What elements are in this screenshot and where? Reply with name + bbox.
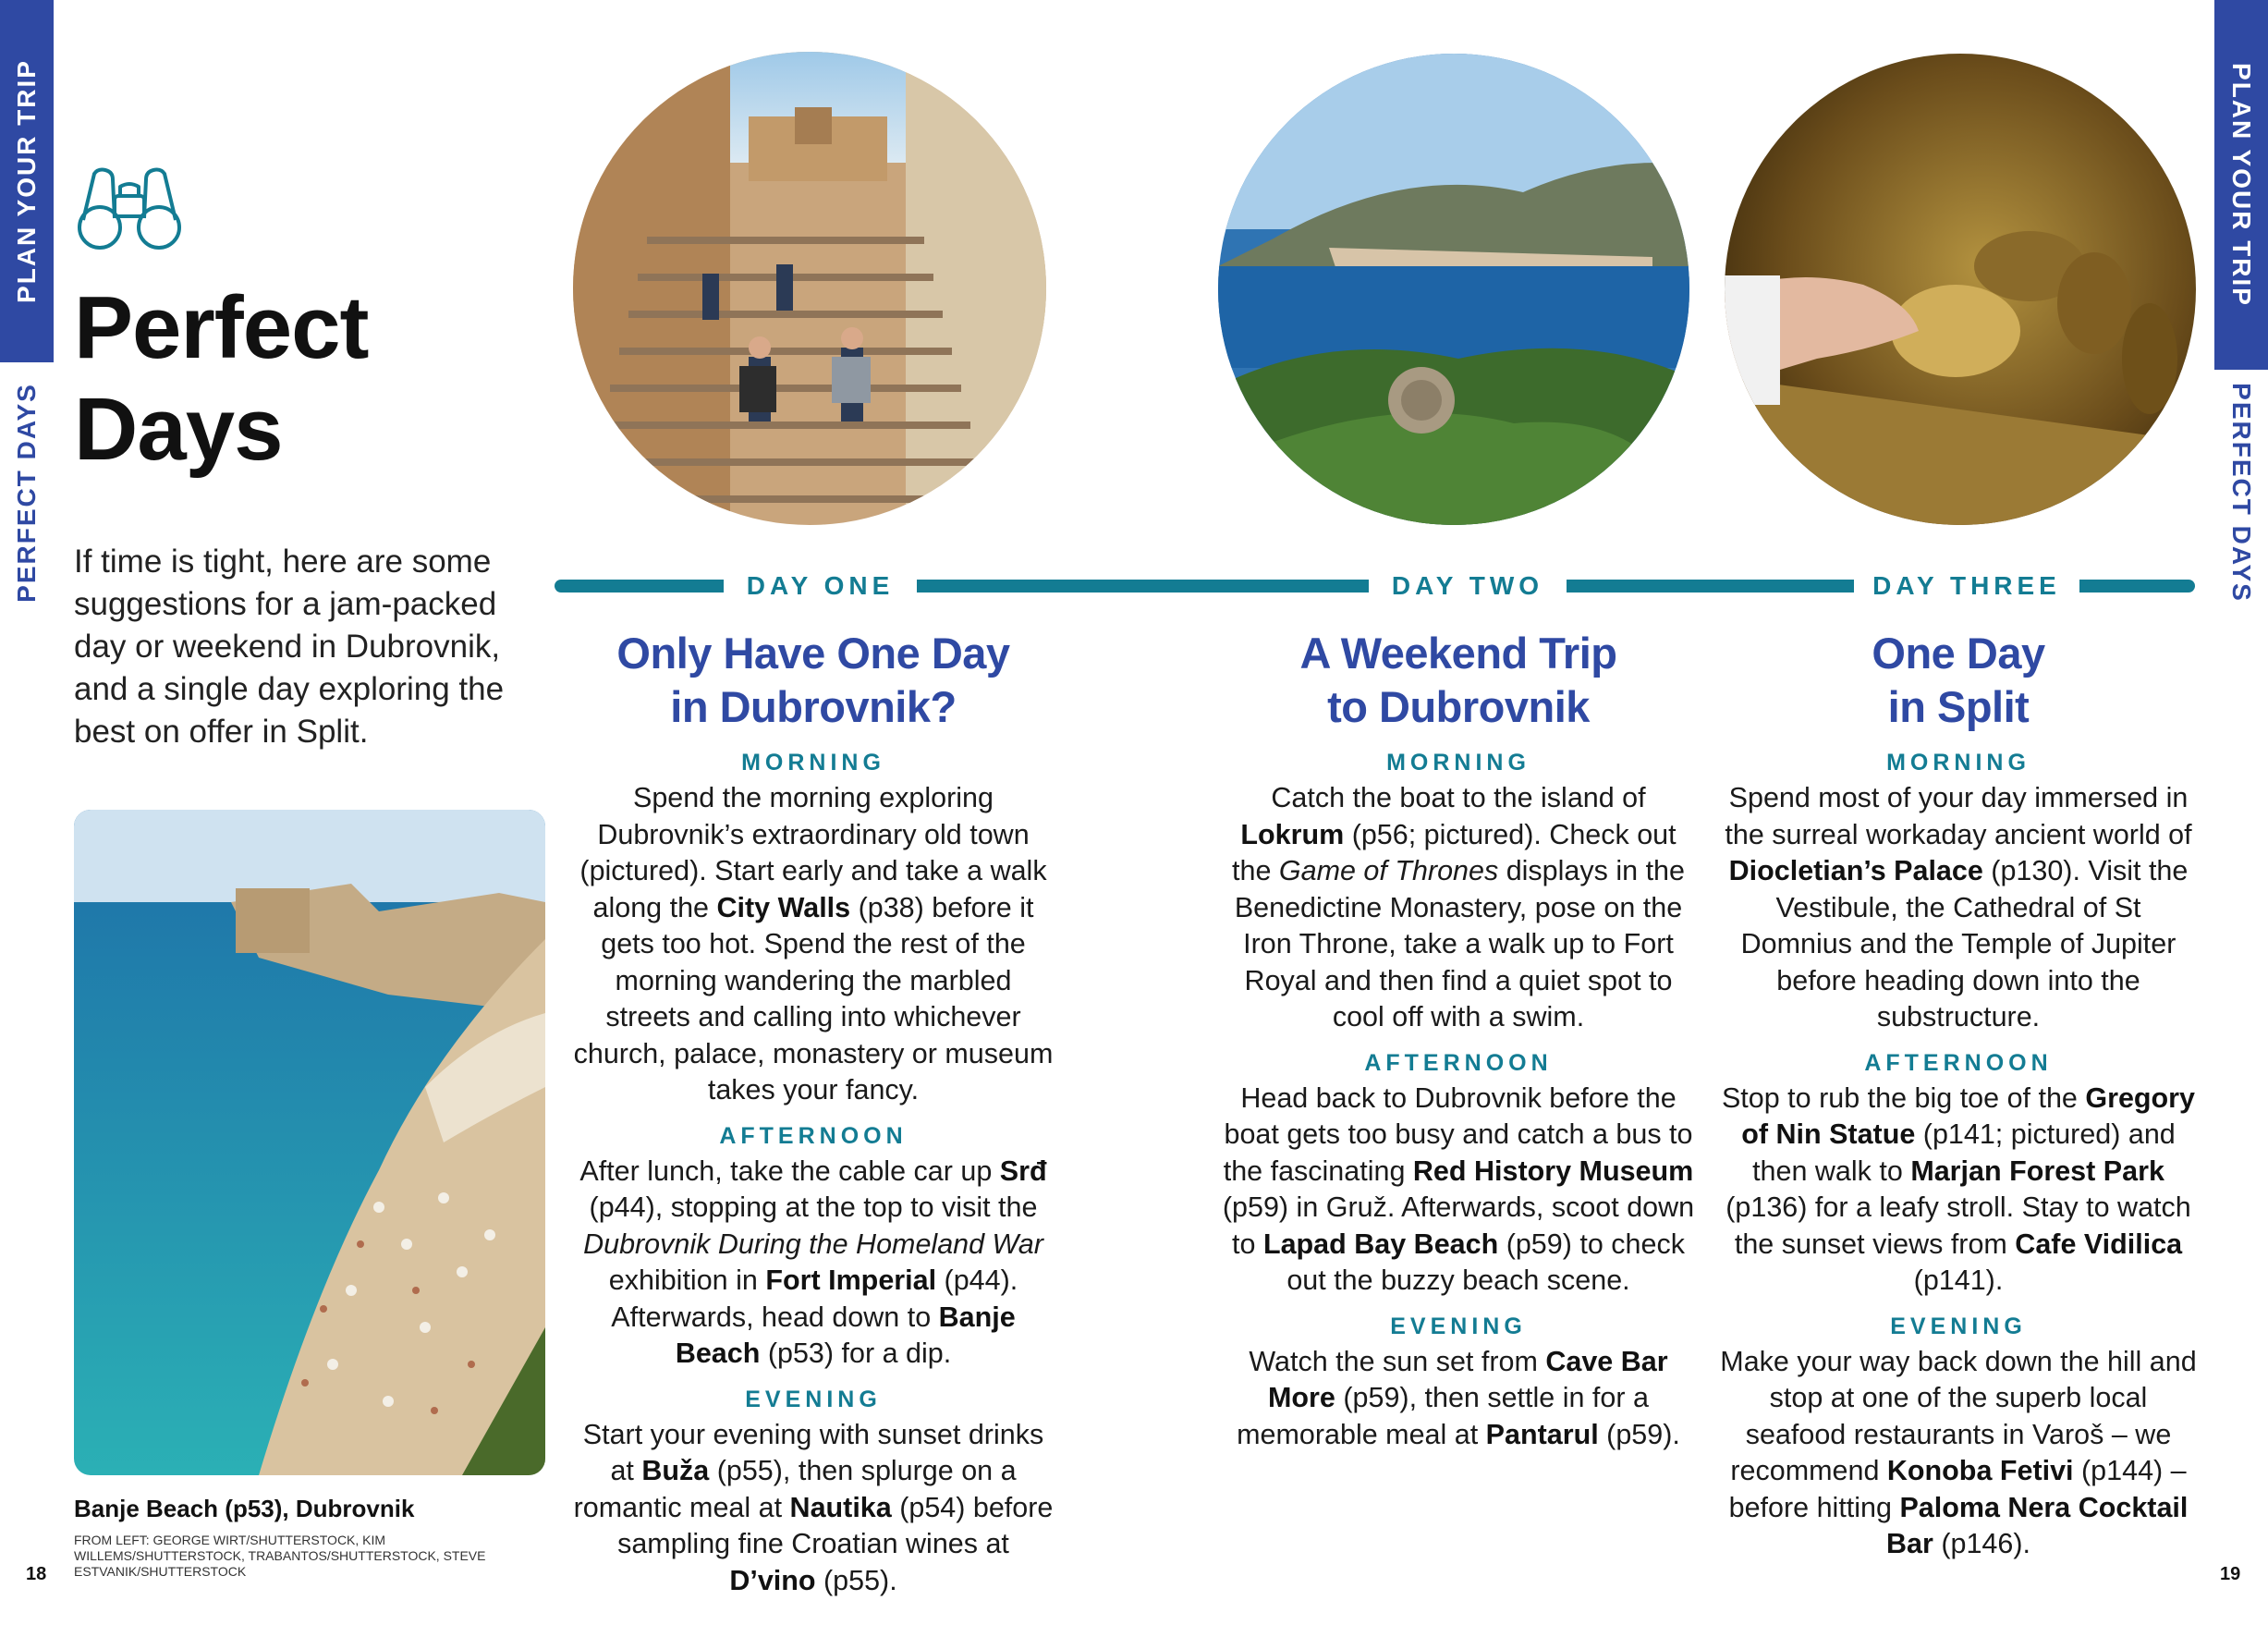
text-run: After lunch, take the cable car up [579, 1154, 1000, 1187]
place-name: Banje Beach [675, 1301, 1016, 1369]
text-run: Spend the morning exploring Dubrovnik’s extraordinary old town (pictured). Start early and take a walk along the [579, 782, 1047, 923]
place-name: Diocletian’s Palace [1728, 855, 1983, 886]
place-name: Buža [641, 1455, 710, 1486]
place-name: City Walls [716, 891, 851, 923]
text-run: Catch the boat to the island of [1271, 782, 1646, 813]
day-two-title [1218, 627, 1699, 734]
title-line: in Split [1887, 682, 2030, 731]
side-tab-plan-your-trip-left [0, 0, 54, 362]
text-run: displays in the Benedictine Monastery, pose on the Iron Throne, take a walk up to Fort Royal and then find a quiet spot to cool off with a swim. [1234, 855, 1685, 1032]
time-of-day-heading: EVENING [1890, 1313, 2027, 1339]
itinerary-paragraph [1717, 780, 2200, 1036]
place-name: Lokrum [1240, 818, 1345, 850]
text-run: (p44). Afterwards, head down to [611, 1264, 1018, 1333]
side-tab-label: PERFECT DAYS [12, 383, 41, 603]
photo-banje-beach [74, 810, 545, 1475]
page-title-line-2: Days [74, 380, 283, 479]
title-line: Only Have One Day [616, 629, 1010, 678]
side-tab-perfect-days-right [2214, 383, 2268, 603]
itinerary-paragraph [1218, 1344, 1699, 1454]
page-title-line-1: Perfect [74, 278, 369, 377]
text-run: (p38) before it gets too hot. Spend the rest of the morning wandering the marbled streets and calling into whichever church, palace, monastery or museum takes your fancy. [573, 891, 1054, 1106]
place-name: Red History Museum [1412, 1154, 1694, 1187]
place-name: Fort Imperial [765, 1264, 937, 1296]
day-sections [1717, 747, 2200, 1563]
text-run: Head back to Dubrovnik before the boat gets too busy and catch a bus to the fascinating [1223, 1081, 1693, 1187]
text-run: (p141). [1913, 1264, 2004, 1296]
place-name: Cafe Vidilica [2015, 1228, 2183, 1260]
day-three-label: DAY THREE [1854, 568, 2079, 605]
text-run: (p144) – before hitting [1728, 1455, 2187, 1523]
place-name: D’vino [729, 1564, 816, 1596]
day-one-column [573, 627, 1054, 1610]
day-three-title [1717, 627, 2200, 734]
photo-caption: Banje Beach (p53), Dubrovnik [74, 1495, 415, 1522]
place-name: Cave Bar More [1268, 1345, 1668, 1413]
text-run: (p59) to check out the buzzy beach scene. [1286, 1228, 1685, 1296]
text-run: (p59) in Gruž. Afterwards, scoot down to [1222, 1191, 1695, 1260]
photo-dubrovnik-steps [573, 52, 1046, 525]
day-three-column [1717, 627, 2200, 1574]
page-number-left: 18 [26, 1564, 47, 1584]
time-of-day-heading: AFTERNOON [719, 1122, 908, 1149]
place-name: Gregory of Nin Statue [1741, 1081, 2196, 1150]
title-italic: Dubrovnik During the Homeland War [583, 1228, 1043, 1260]
text-run: (p59), then settle in for a memorable meal at [1237, 1382, 1649, 1450]
text-run: (p146). [1933, 1528, 2030, 1559]
time-of-day-heading: MORNING [1886, 750, 2030, 776]
day-sections [1218, 747, 1699, 1453]
itinerary-paragraph [573, 1417, 1054, 1600]
text-run: (p56; pictured). Check out the [1232, 818, 1677, 886]
place-name: Konoba Fetivi [1886, 1455, 2074, 1486]
text-run: (p141; pictured) and then walk to [1752, 1118, 2176, 1187]
time-of-day-heading: AFTERNOON [1864, 1049, 2053, 1076]
day-sections [573, 747, 1054, 1599]
itinerary-paragraph [1218, 1081, 1699, 1300]
page-title [74, 277, 518, 481]
place-name: Marjan Forest Park [1910, 1154, 2164, 1187]
day-one-title [573, 627, 1054, 734]
itinerary-paragraph [1218, 780, 1699, 1036]
day-one-label: DAY ONE [724, 568, 917, 605]
side-tab-label: PLAN YOUR TRIP [12, 59, 42, 303]
itinerary-paragraph [573, 1154, 1054, 1373]
photo-gregory-of-nin-toe [1725, 54, 2196, 525]
time-of-day-heading: MORNING [1386, 750, 1530, 776]
photo-credits: FROM LEFT: GEORGE WIRT/SHUTTERSTOCK, KIM WILLEMS/SHUTTERSTOCK, TRABANTOS/SHUTTERSTOCK, STEVE ESTVANIK/SHUTTERSTOCK [74, 1533, 486, 1579]
title-line: A Weekend Trip [1299, 629, 1617, 678]
time-of-day-heading: EVENING [745, 1386, 882, 1412]
side-tab-label: PLAN YOUR TRIP [2227, 63, 2257, 307]
page-number-right: 19 [2220, 1564, 2241, 1584]
text-run: Spend most of your day immersed in the surreal workaday ancient world of [1725, 782, 2192, 850]
text-run: Stop to rub the big toe of the [1721, 1081, 2086, 1114]
side-tab-perfect-days-left [0, 383, 54, 603]
place-name: Lapad Bay Beach [1262, 1228, 1499, 1260]
title-line: to Dubrovnik [1327, 682, 1590, 731]
side-tab-plan-your-trip-right [2214, 0, 2268, 370]
title-line: One Day [1872, 629, 2045, 678]
itinerary-paragraph [1717, 1081, 2200, 1300]
photo-lokrum-island [1218, 54, 1689, 525]
text-run: (p44), stopping at the top to visit the [589, 1191, 1038, 1223]
day-two-label: DAY TWO [1369, 568, 1567, 605]
text-run: (p130). Visit the Vestibule, the Cathedral of St Domnius and the Temple of Jupiter before heading down into the substructure. [1740, 855, 2189, 1032]
text-run: Make your way back down the hill and stop at one of the superb local seafood restaurants in Varoš – we recommend [1720, 1345, 2197, 1486]
text-run: Watch the sun set from [1249, 1345, 1546, 1377]
place-name: Srđ [999, 1154, 1047, 1187]
place-name: Paloma Nera Cocktail Bar [1886, 1491, 2189, 1559]
title-italic: Game of Thrones [1278, 855, 1499, 886]
side-tab-label: PERFECT DAYS [2227, 383, 2256, 603]
place-name: Nautika [789, 1491, 892, 1523]
text-run: (p55), then splurge on a romantic meal at [573, 1455, 1017, 1523]
place-name: Pantarul [1485, 1418, 1599, 1450]
day-two-column [1218, 627, 1699, 1464]
text-run: Start your evening with sunset drinks at [582, 1418, 1044, 1486]
text-run: (p54) before sampling fine Croatian wines at [617, 1491, 1054, 1559]
itinerary-paragraph [1717, 1344, 2200, 1563]
text-run: (p136) for a leafy stroll. Stay to watch the sunset views from [1725, 1191, 2191, 1260]
text-run: exhibition in [608, 1264, 766, 1296]
time-of-day-heading: EVENING [1390, 1313, 1527, 1339]
title-line: in Dubrovnik? [670, 682, 957, 731]
itinerary-paragraph [573, 780, 1054, 1109]
time-of-day-heading: AFTERNOON [1364, 1049, 1553, 1076]
text-run: (p59). [1598, 1418, 1680, 1450]
time-of-day-heading: MORNING [741, 750, 885, 776]
text-run: (p53) for a dip. [760, 1338, 952, 1369]
binoculars-icon [74, 165, 185, 253]
intro-paragraph: If time is tight, here are some suggestions for a jam-packed day or weekend in Dubrovnik, and a single day exploring the best on offer in Split. [74, 544, 505, 750]
text-run: (p55). [815, 1564, 897, 1596]
